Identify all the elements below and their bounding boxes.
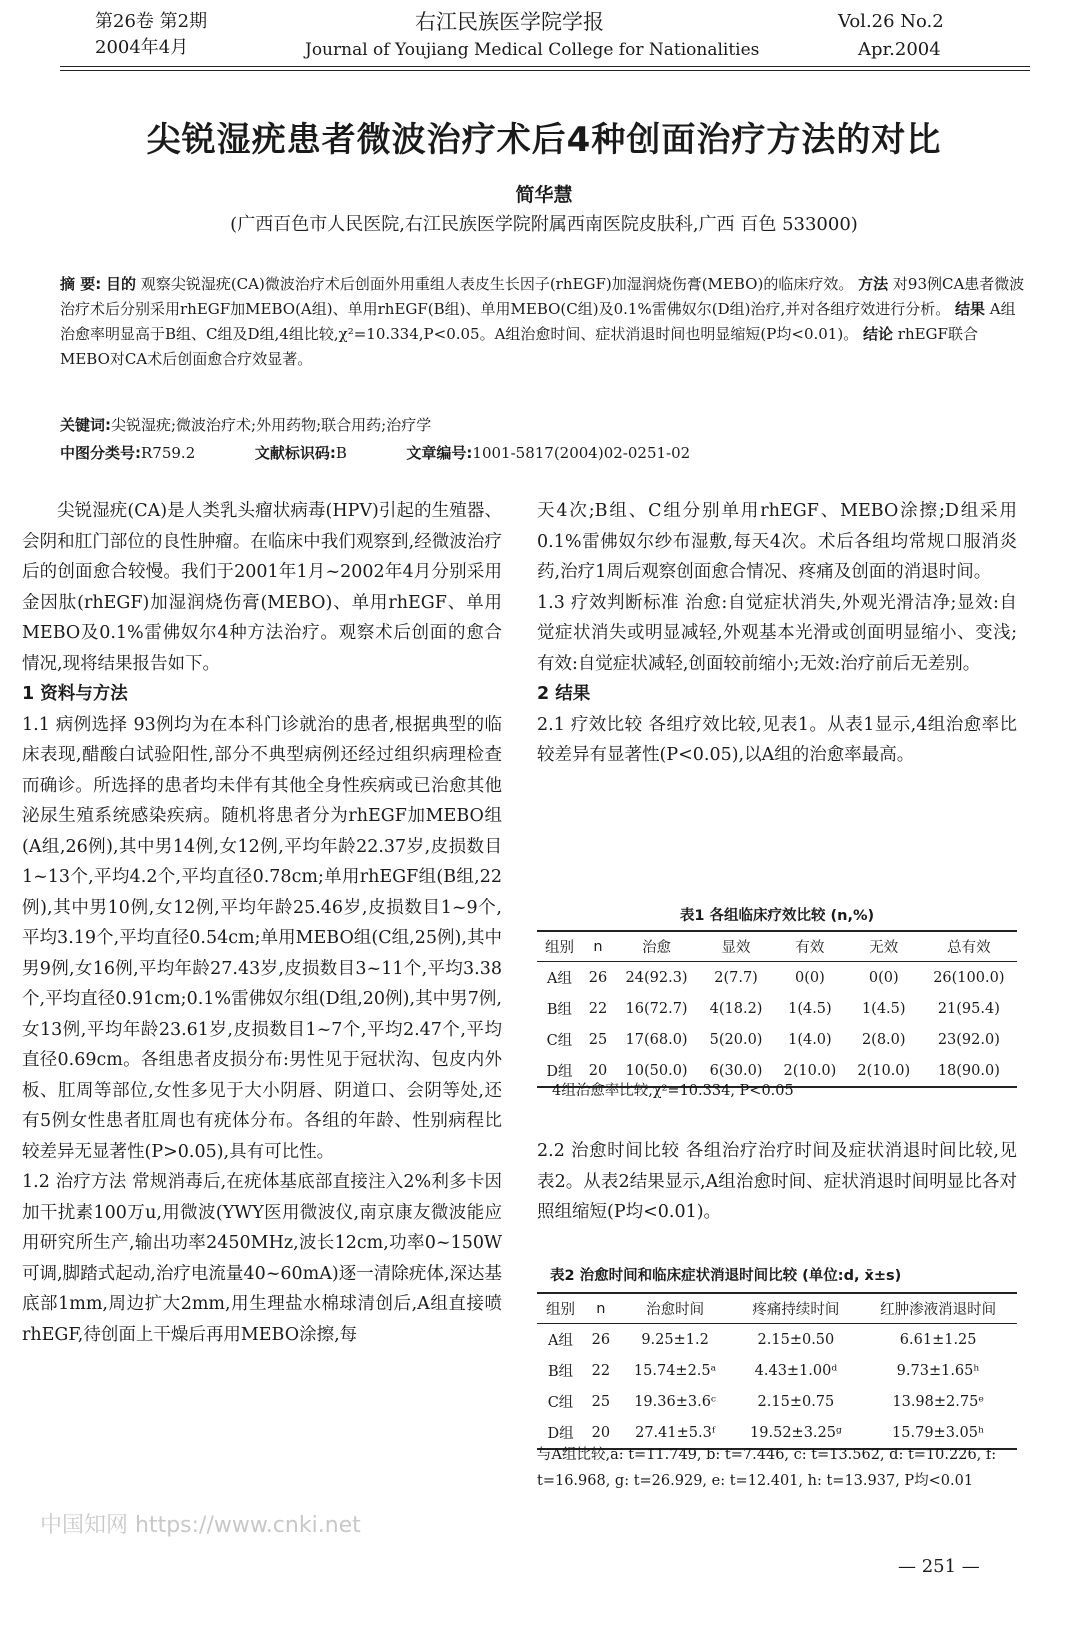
page-number: — 251 — [898,1556,980,1577]
article-no-value: 1001-5817(2004)02-0251-02 [472,444,691,462]
intro-paragraph: 尖锐湿疣(CA)是人类乳头瘤状病毒(HPV)引起的生殖器、会阴和肛门部位的良性肿瘤。在临床中我们观察到,经微波治疗后的创面愈合较慢。我们于2001年1月~2002年4月分别采用金因肽(rhEGF)加湿润烧伤膏(MEBO)、单用rhEGF、单用MEBO及0.1%雷佛奴尔4种方法治疗。观察术后创面的愈合情况,现将结果报告如下。 [22,501,502,674]
clc-value: R759.2 [141,444,196,462]
section-1-3-label: 1.3 疗效判断标准 [537,592,680,613]
section-2-heading: 2 结果 [537,684,591,704]
table-cell: 0(0) [868,969,899,986]
keywords-text: 尖锐湿疣;微波治疗术;外用药物;联合用药;治疗学 [111,416,432,434]
table-cell: 19.36±3.6ᶜ [634,1393,716,1410]
table1 [537,930,1017,1088]
table-cell: A组 [546,971,572,987]
table-cell: D组 [547,1426,574,1442]
classification-line [60,441,1025,465]
section-1-1-label: 1.1 病例选择 [22,714,128,735]
table-cell: 20 [591,1424,611,1441]
column-header: 有效 [773,931,847,962]
table-cell: B组 [547,1364,574,1380]
table-cell: 10(50.0) [625,1062,688,1079]
section-2-1-text: 各组疗效比较,见表1。从表1显示,4组治愈率比较差异有显著性(P<0.05),以A组的治愈率最高。 [537,714,1017,765]
column-header: 治愈 [614,931,699,962]
table-cell: 26 [591,1331,611,1348]
section-2-1 [537,710,1017,771]
column-header: 疼痛持续时间 [733,1293,860,1324]
table-cell: 9.73±1.65ʰ [896,1362,980,1379]
table-cell: 26(100.0) [933,969,1005,986]
table-row [537,993,1017,1024]
table-cell: C组 [547,1395,574,1411]
article-title: 尖锐湿疣患者微波治疗术后4种创面治疗方法的对比 [146,120,942,160]
table-cell: 6(30.0) [709,1062,763,1079]
column-header: 显效 [699,931,773,962]
table-row [537,1355,1017,1386]
table-cell: 17(68.0) [625,1031,688,1048]
column-header: n [582,931,614,962]
table-cell: 27.41±5.3ᶠ [635,1424,716,1441]
table-cell: 25 [591,1393,611,1410]
table2-caption: 表2 治愈时间和临床症状消退时间比较 (单位:d, x̄±s) [550,1268,902,1284]
right-column-top [537,496,1017,771]
article-author: 简华慧 [515,184,573,206]
table-cell: 18(90.0) [937,1062,1000,1079]
section-2-2-text: 各组治疗治疗时间及症状消退时间比较,见表2。从表2结果显示,A组治愈时间、症状消退时间明显比各对照组缩短(P均<0.01)。 [537,1141,1017,1222]
table-cell: 4(18.2) [709,1000,763,1017]
section-2-1-label: 2.1 疗效比较 [537,714,643,735]
keywords-label: 关键词: [60,416,111,434]
table-cell: 26 [588,969,608,986]
table-cell: 2(7.7) [714,969,758,986]
header-rule-2 [60,70,1030,71]
abstract-label: 摘 要: [60,275,102,293]
table-cell: 2.15±0.75 [757,1393,835,1410]
table-cell: 22 [591,1362,611,1379]
section-2-2-label: 2.2 治愈时间比较 [537,1141,680,1161]
conclusion-label: 结论 [862,325,893,343]
table2 [537,1292,1017,1450]
table-cell: C组 [546,1033,573,1049]
keywords [60,413,1025,437]
table-cell: 9.25±1.2 [641,1331,709,1348]
objective-text: 观察尖锐湿疣(CA)微波治疗术后创面外用重组人表皮生长因子(rhEGF)加湿润烧伤膏(MEBO)的临床疗效。 [140,275,854,293]
section-1-heading: 1 资料与方法 [22,684,128,704]
table-cell: 1(4.5) [788,1000,832,1017]
table-cell: 2(8.0) [861,1031,906,1048]
table-row [537,1386,1017,1417]
section-1-3-text: 治愈:自觉症状消失,外观光滑洁净;显效:自觉症状消失或明显减轻,外观基本光滑或创面明显缩小、变浅;有效:自觉症状减轻,创面较前缩小;无效:治疗前后无差别。 [537,592,1017,674]
journal-date: 2004年4月 [95,37,189,58]
table-cell: 21(95.4) [937,1000,1000,1017]
abstract [60,272,1025,372]
table-cell: 22 [588,1000,608,1017]
table2-note: 与A组比较,a: t=11.749, b: t=7.446, c: t=13.562, d: t=10.226, f: t=16.968, g: t=26.929, e: t=12.401, h: t=13.937, P均<0.01 [537,1447,997,1489]
table1-caption: 表1 各组临床疗效比较 (n,%) [679,908,875,924]
table-cell: 25 [588,1031,608,1048]
table-cell: 24(92.3) [625,969,688,986]
table-cell: 1(4.5) [861,1000,906,1017]
journal-volume: 第26卷 第2期 [95,11,208,32]
doc-code-value: B [335,444,347,462]
table-cell: 15.74±2.5ᵃ [633,1362,717,1379]
table-cell: 19.52±3.25ᵍ [750,1424,842,1441]
table-header-row [537,931,1017,962]
table-row [537,1024,1017,1055]
table-cell: 1(4.0) [788,1031,832,1048]
journal-issue-date: Apr.2004 [858,39,941,60]
table-cell: B组 [546,1002,573,1018]
table1-wrapper [537,930,1017,1088]
left-column [22,496,502,1526]
table-cell: D组 [546,1064,573,1080]
section-1-2-text: 常规消毒后,在疣体基底部直接注入2%利多卡因加干扰素100万u,用微波(YWY医用微波仪,南京康友微波能应用研究所生产,输出功率2450MHz,波长12cm,功率0~150W可调,脚踏式起动,治疗电流量40~60mA)逐一清除疣体,深达基底部1mm,周边扩大2mm,用生理盐水棉球清创后,A组直接喷rhEGF,待创面上干燥后再用MEBO涂擦,每 [22,1172,502,1345]
table-cell: 13.98±2.75ᵉ [892,1393,984,1410]
cnki-watermark: 中国知网 https://www.cnki.net [40,1513,361,1538]
table-cell: 5(20.0) [709,1031,763,1048]
section-2-2 [537,1136,1017,1228]
table-cell: 4.43±1.00ᵈ [754,1362,838,1379]
section-1-2-label: 1.2 治疗方法 [22,1172,127,1192]
table-cell: 6.61±1.25 [899,1331,977,1348]
right-column-mid [537,1136,1017,1228]
column-header: 红肿渗液消退时间 [859,1293,1017,1324]
table-header-row [537,1293,1017,1324]
conclusion-text: rhEGF联合MEBO对CA术后创面愈合疗效显著。 [60,325,978,368]
table2-wrapper [537,1292,1017,1450]
table-cell: A组 [548,1333,573,1349]
table-cell: 2(10.0) [857,1062,911,1079]
section-1-1-text: 93例均为在本科门诊就治的患者,根据典型的临床表现,醋酸白试验阳性,部分不典型病例还经过组织病理检查而确诊。所选择的患者均未伴有其他全身性疾病或已治愈其他泌尿生殖系统感染疾病。随机将患者分为rhEGF加MEBO组(A组,26例),其中男14例,女12例,平均年龄22.37岁,皮损数目1~13个,平均4.2个,平均直径0.78cm;单用rhEGF组(B组,22例),其中男10例,女12例,平均年龄25.46岁,皮损数目1~9个,平均3.19个,平均直径0.54cm;单用MEBO组(C组,25例),其中男9例,女16例,平均年龄27.43岁,皮损数目3~11个,平均3.38个,平均直径0.91cm;0.1%雷佛奴尔组(D组,20例),其中男7例,女13例,平均年龄23.61岁,皮损数目1~7个,平均2.47个,平均直径0.69cm。各组患者皮损分布:男性见于冠状沟、包皮内外板、肛周等部位,女性多见于大小阴唇、阴道口、会阴等处,还有5例女性患者肛周也有疣体分布。各组的年龄、性别病程比较差异无显著性(P>0.05),具有可比性。 [22,714,502,1162]
table-row [537,1324,1017,1356]
clc-label: 中图分类号: [60,444,141,462]
section-1-2-continued: 天4次;B组、C组分别单用rhEGF、MEBO涂擦;D组采用0.1%雷佛奴尔纱布湿敷,每天4次。术后各组均常规口服消炎药,治疗1周后观察创面愈合情况、疼痛及创面的消退时间。 [537,501,1017,582]
column-header: n [584,1293,618,1324]
table-row [537,962,1017,994]
journal-vol-no: Vol.26 No.2 [838,11,944,32]
column-header: 无效 [847,931,921,962]
column-header: 治愈时间 [618,1293,733,1324]
article-affiliation: (广西百色市人民医院,右江民族医学院附属西南医院皮肤科,广西 百色 533000) [230,214,858,235]
column-header: 组别 [537,1293,584,1324]
table-cell: 2(10.0) [783,1062,837,1079]
results-text: A组治愈率明显高于B组、C组及D组,4组比较,χ²=10.334,P<0.05。A组治愈时间、症状消退时间也明显缩短(P均<0.01)。 [60,300,1016,343]
section-1-1 [22,710,502,1168]
table-cell: 23(92.0) [937,1031,1000,1048]
objective-label: 目的 [106,275,137,293]
journal-name-cn: 右江民族医学院学报 [415,10,604,34]
column-header: 总有效 [921,931,1017,962]
methods-label: 方法 [858,275,889,293]
header-rule [60,66,1030,67]
table-cell: 20 [588,1062,608,1079]
table-cell: 2.15±0.50 [757,1331,835,1348]
table-cell: 16(72.7) [625,1000,688,1017]
section-1-3 [537,588,1017,680]
table-cell: 15.79±3.05ʰ [892,1424,985,1441]
table-cell: 0(0) [795,969,825,986]
article-no-label: 文章编号: [406,444,473,462]
journal-name-en: Journal of Youjiang Medical College for Nationalities [305,40,760,60]
methods-text: 对93例CA患者微波治疗术后分别采用rhEGF加MEBO(A组)、单用rhEGF(B组)、单用MEBO(C组)及0.1%雷佛奴尔(D组)治疗,并对各组疗效进行分析。 [60,275,1025,318]
section-1-2 [22,1167,502,1350]
doc-code-label: 文献标识码: [254,444,336,462]
results-label: 结果 [955,300,986,318]
column-header: 组别 [537,931,582,962]
table1-note: 4组治愈率比较,χ²=10.334, P<0.05 [552,1083,794,1099]
